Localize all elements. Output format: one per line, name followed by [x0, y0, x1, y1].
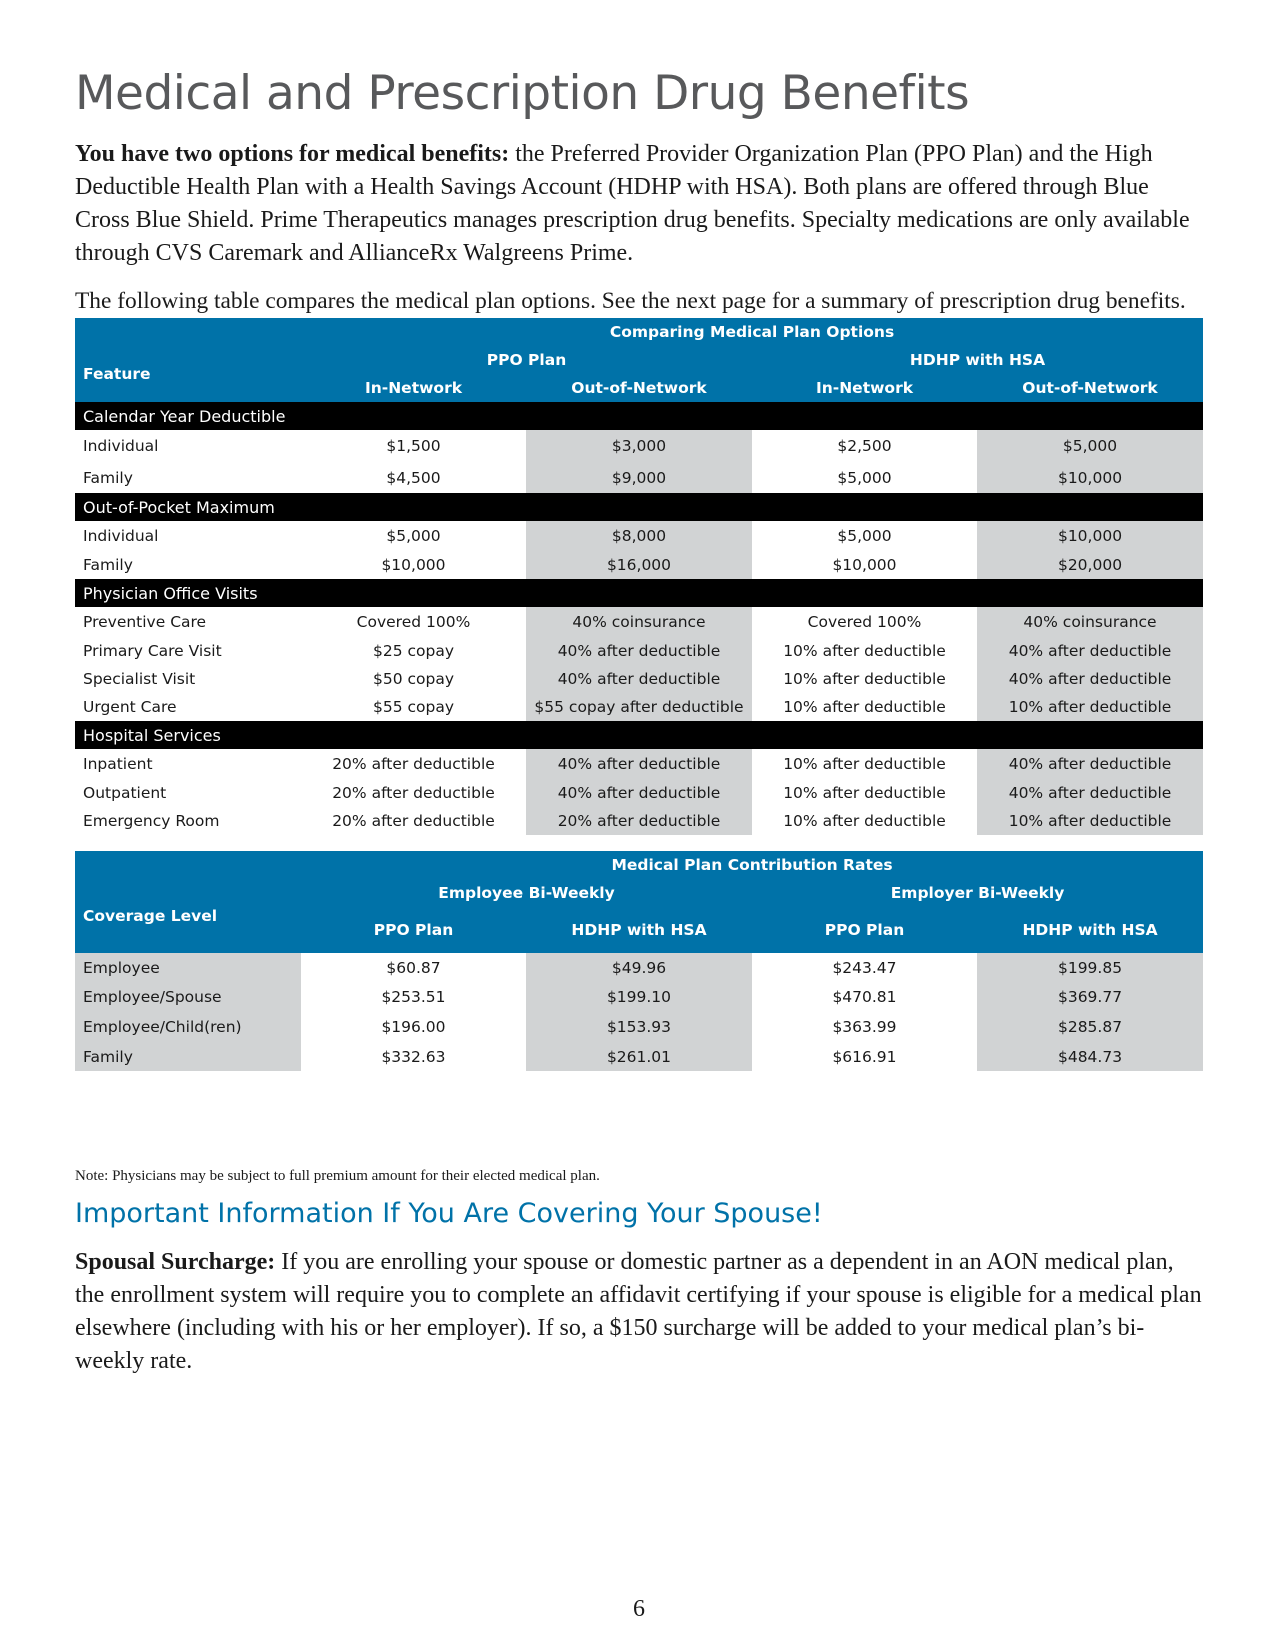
value-cell: 40% after deductible	[526, 637, 752, 665]
rate-cell: $484.73	[977, 1042, 1203, 1071]
table-row	[75, 807, 1203, 835]
value-cell: 40% after deductible	[977, 637, 1203, 665]
section-label: Physician Office Visits	[75, 579, 1203, 607]
compare-table-title: Comparing Medical Plan Options	[301, 318, 1203, 346]
value-cell: 40% after deductible	[977, 779, 1203, 807]
page-title: Medical and Prescription Drug Benefits	[75, 66, 970, 121]
value-cell: $10,000	[301, 551, 526, 579]
coverage-level-cell: Family	[75, 1042, 301, 1071]
value-cell: Covered 100%	[752, 607, 977, 637]
value-cell: $2,500	[752, 430, 977, 462]
plan-a-header: PPO Plan	[301, 346, 752, 374]
physician-note: Note: Physicians may be subject to full premium amount for their elected medical plan.	[75, 1168, 600, 1184]
value-cell: 10% after deductible	[752, 749, 977, 779]
coverage-level-cell: Employee	[75, 953, 301, 983]
value-cell: $3,000	[526, 430, 752, 462]
spouse-heading: Important Information If You Are Covering Your Spouse!	[75, 1198, 823, 1229]
value-cell: 20% after deductible	[526, 807, 752, 835]
value-cell: 10% after deductible	[752, 637, 977, 665]
rate-cell: $261.01	[526, 1042, 752, 1071]
rate-cell: $363.99	[752, 1011, 977, 1042]
table-row	[75, 779, 1203, 807]
rates-table-title: Medical Plan Contribution Rates	[301, 851, 1203, 879]
sub-header: PPO Plan	[301, 907, 526, 953]
value-cell: $55 copay after deductible	[526, 693, 752, 721]
value-cell: 10% after deductible	[977, 807, 1203, 835]
section-label: Out-of-Pocket Maximum	[75, 493, 1203, 521]
table-row	[75, 551, 1203, 579]
sub-header: Out-of-Network	[977, 374, 1203, 402]
intro-lead: You have two options for medical benefits:	[75, 141, 510, 167]
value-cell: 20% after deductible	[301, 807, 526, 835]
value-cell: $20,000	[977, 551, 1203, 579]
feature-cell: Outpatient	[75, 779, 301, 807]
table-row	[75, 665, 1203, 693]
section-row	[75, 402, 1203, 430]
rate-cell: $49.96	[526, 953, 752, 983]
intro-second-paragraph: The following table compares the medical plan options. See the next page for a summary of prescription drug benefits.	[75, 288, 1186, 314]
feature-cell: Urgent Care	[75, 693, 301, 721]
value-cell: 20% after deductible	[301, 779, 526, 807]
value-cell: $5,000	[301, 521, 526, 551]
table-row	[75, 749, 1203, 779]
section-row	[75, 721, 1203, 749]
sub-header: In-Network	[752, 374, 977, 402]
feature-cell: Preventive Care	[75, 607, 301, 637]
value-cell: $16,000	[526, 551, 752, 579]
value-cell: 10% after deductible	[752, 665, 977, 693]
value-cell: $4,500	[301, 462, 526, 493]
table-row	[75, 953, 1203, 983]
value-cell: $5,000	[977, 430, 1203, 462]
intro-text: the Preferred Provider Organization Plan (PPO Plan) and the High Deductible Health Plan with a Health Savings Account (HDHP with HSA). Both plans are offered through Blue Cross Blue Shield. Prime Therapeutics manages prescription drug benefits. Specialty medications are only available through CVS Caremark and AllianceRx Walgreens Prime.	[75, 141, 1190, 266]
value-cell: Covered 100%	[301, 607, 526, 637]
rate-cell: $243.47	[752, 953, 977, 983]
value-cell: 40% after deductible	[526, 665, 752, 693]
rate-cell: $60.87	[301, 953, 526, 983]
coverage-level-cell: Employee/Spouse	[75, 983, 301, 1011]
value-cell: $8,000	[526, 521, 752, 551]
employer-biweekly-header: Employer Bi-Weekly	[752, 879, 1203, 907]
value-cell: $55 copay	[301, 693, 526, 721]
spouse-text: If you are enrolling your spouse or domestic partner as a dependent in an AON medical plan, the enrollment system will require you to complete an affidavit certifying if your spouse is eligible for a medical plan elsewhere (including with his or her employer). If so, a $150 surcharge will be added to your medical plan’s bi-weekly rate.	[75, 1249, 1202, 1374]
section-label: Hospital Services	[75, 721, 1203, 749]
rate-cell: $153.93	[526, 1011, 752, 1042]
page-number: 6	[633, 1596, 645, 1622]
feature-cell: Emergency Room	[75, 807, 301, 835]
sub-header: In-Network	[301, 374, 526, 402]
value-cell: $10,000	[977, 462, 1203, 493]
table-row	[75, 1042, 1203, 1071]
section-row	[75, 493, 1203, 521]
feature-cell: Family	[75, 462, 301, 493]
coverage-level-header: Coverage Level	[75, 879, 301, 953]
value-cell: 40% after deductible	[977, 665, 1203, 693]
rate-cell: $332.63	[301, 1042, 526, 1071]
table-row	[75, 983, 1203, 1011]
table-row	[75, 637, 1203, 665]
value-cell: 10% after deductible	[752, 779, 977, 807]
section-label: Calendar Year Deductible	[75, 402, 1203, 430]
value-cell: 40% coinsurance	[977, 607, 1203, 637]
table-row	[75, 430, 1203, 462]
table-row	[75, 462, 1203, 493]
rate-cell: $196.00	[301, 1011, 526, 1042]
feature-cell: Specialist Visit	[75, 665, 301, 693]
value-cell: 10% after deductible	[752, 693, 977, 721]
sub-header: HDHP with HSA	[977, 907, 1203, 953]
feature-cell: Individual	[75, 521, 301, 551]
value-cell: $25 copay	[301, 637, 526, 665]
value-cell: $5,000	[752, 521, 977, 551]
feature-cell: Individual	[75, 430, 301, 462]
value-cell: 40% after deductible	[977, 749, 1203, 779]
table-row	[75, 693, 1203, 721]
compare-table-corner	[75, 318, 301, 346]
value-cell: 40% after deductible	[526, 749, 752, 779]
value-cell: $10,000	[752, 551, 977, 579]
section-row	[75, 579, 1203, 607]
value-cell: $10,000	[977, 521, 1203, 551]
table-row	[75, 607, 1203, 637]
value-cell: $5,000	[752, 462, 977, 493]
feature-header: Feature	[75, 346, 301, 402]
sub-header: HDHP with HSA	[526, 907, 752, 953]
rate-cell: $369.77	[977, 983, 1203, 1011]
value-cell: 40% after deductible	[526, 779, 752, 807]
rate-cell: $285.87	[977, 1011, 1203, 1042]
value-cell: 40% coinsurance	[526, 607, 752, 637]
sub-header: Out-of-Network	[526, 374, 752, 402]
plan-b-header: HDHP with HSA	[752, 346, 1203, 374]
value-cell: 10% after deductible	[977, 693, 1203, 721]
feature-cell: Family	[75, 551, 301, 579]
rates-table	[75, 851, 1203, 1071]
rate-cell: $616.91	[752, 1042, 977, 1071]
feature-cell: Primary Care Visit	[75, 637, 301, 665]
rate-cell: $253.51	[301, 983, 526, 1011]
rate-cell: $199.85	[977, 953, 1203, 983]
value-cell: $1,500	[301, 430, 526, 462]
employee-biweekly-header: Employee Bi-Weekly	[301, 879, 752, 907]
rates-table-corner	[75, 851, 301, 879]
spousal-surcharge-paragraph	[75, 1246, 1203, 1378]
value-cell: 20% after deductible	[301, 749, 526, 779]
value-cell: 10% after deductible	[752, 807, 977, 835]
feature-cell: Inpatient	[75, 749, 301, 779]
rate-cell: $470.81	[752, 983, 977, 1011]
value-cell: $9,000	[526, 462, 752, 493]
rate-cell: $199.10	[526, 983, 752, 1011]
spouse-lead: Spousal Surcharge:	[75, 1249, 276, 1275]
compare-table	[75, 318, 1203, 835]
sub-header: PPO Plan	[752, 907, 977, 953]
intro-paragraph	[75, 138, 1203, 270]
coverage-level-cell: Employee/Child(ren)	[75, 1011, 301, 1042]
value-cell: $50 copay	[301, 665, 526, 693]
table-row	[75, 521, 1203, 551]
table-row	[75, 1011, 1203, 1042]
